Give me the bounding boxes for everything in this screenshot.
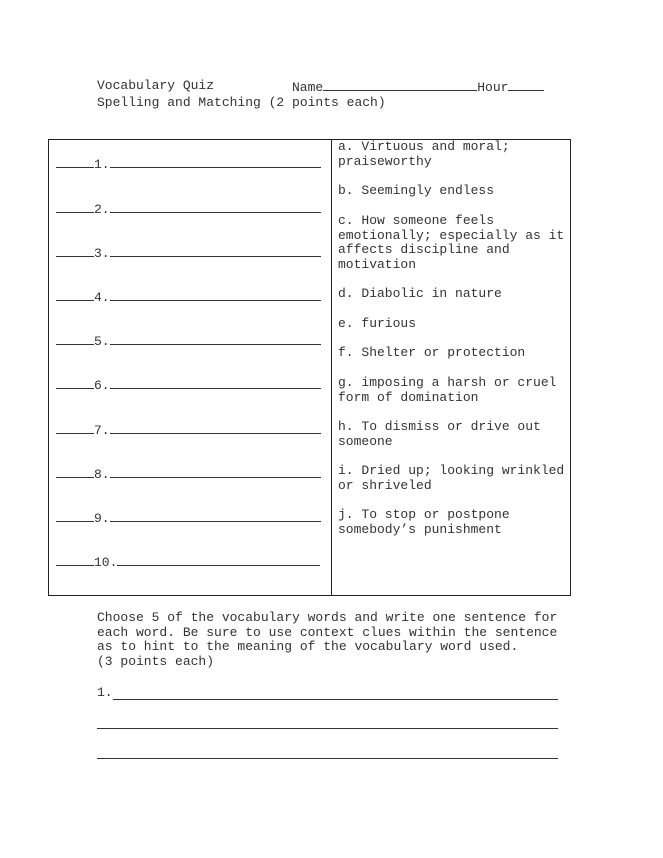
item-row-10[interactable]	[56, 553, 320, 568]
definition-a: a. Virtuous and moral; praiseworthy	[338, 139, 510, 169]
spelling-blank[interactable]	[110, 244, 321, 257]
spelling-blank[interactable]	[117, 553, 320, 566]
spelling-blank[interactable]	[110, 288, 321, 301]
match-blank[interactable]	[56, 244, 94, 257]
sentence-instructions	[97, 611, 562, 669]
item-number: 5.	[94, 334, 110, 349]
definition-i: i. Dried up; looking wrinkled or shriveled	[338, 463, 565, 493]
spelling-blank[interactable]	[110, 509, 321, 522]
spelling-blank[interactable]	[110, 200, 321, 213]
quiz-title	[97, 78, 214, 93]
hour-label: Hour	[477, 80, 509, 95]
item-number: 10.	[94, 555, 118, 570]
match-blank[interactable]	[56, 421, 94, 434]
definition-b: b. Seemingly endless	[338, 183, 495, 198]
item-row-3[interactable]	[56, 244, 321, 259]
name-blank[interactable]	[323, 78, 477, 91]
quiz-subtitle: Spelling and Matching (2 points each)	[97, 95, 386, 110]
item-number: 4.	[94, 290, 110, 305]
definition-d: d. Diabolic in nature	[338, 286, 502, 301]
hour-blank[interactable]	[508, 78, 544, 91]
item-row-4[interactable]	[56, 288, 321, 303]
match-blank[interactable]	[56, 200, 94, 213]
item-number: 6.	[94, 378, 110, 393]
match-blank[interactable]	[56, 332, 94, 345]
matching-table	[48, 139, 571, 596]
match-blank[interactable]	[56, 465, 94, 478]
definition-j: j. To stop or postpone somebody’s punishment	[338, 507, 510, 537]
sentence-line[interactable]	[97, 728, 558, 729]
item-row-8[interactable]	[56, 465, 321, 480]
sentence-number: 1.	[97, 685, 113, 700]
item-number: 7.	[94, 423, 110, 438]
definition-g: g. imposing a harsh or cruel form of domination	[338, 375, 557, 405]
title-text: Vocabulary Quiz	[97, 78, 215, 93]
item-number: 8.	[94, 467, 110, 482]
definition-f: f. Shelter or protection	[338, 345, 526, 360]
item-number: 3.	[94, 246, 110, 261]
item-row-1[interactable]	[56, 155, 321, 170]
name-label: Name	[292, 80, 324, 95]
definition-h: h. To dismiss or drive out someone	[338, 419, 541, 449]
spelling-blank[interactable]	[110, 155, 321, 168]
item-number: 9.	[94, 511, 110, 526]
item-row-5[interactable]	[56, 332, 321, 347]
definition-e: e. furious	[338, 316, 417, 331]
item-row-6[interactable]	[56, 376, 321, 391]
item-row-7[interactable]	[56, 421, 321, 436]
spelling-blank[interactable]	[110, 465, 321, 478]
name-field[interactable]	[292, 78, 544, 95]
item-number: 2.	[94, 202, 110, 217]
match-blank[interactable]	[56, 376, 94, 389]
item-row-9[interactable]	[56, 509, 321, 524]
definition-c: c. How someone feels emotionally; especially as it affects discipline and motivation	[338, 213, 565, 272]
match-blank[interactable]	[56, 155, 94, 168]
sentence-line[interactable]	[113, 699, 558, 700]
instructions-text: Choose 5 of the vocabulary words and write one sentence for each word. Be sure to use context clues within the sentence as to hint to the meaning of the vocabulary word used.	[97, 610, 558, 654]
spelling-blank[interactable]	[110, 332, 321, 345]
spelling-blank[interactable]	[110, 421, 321, 434]
sentence-line[interactable]	[97, 758, 558, 759]
match-blank[interactable]	[56, 553, 94, 566]
match-blank[interactable]	[56, 509, 94, 522]
instructions-points: (3 points each)	[97, 653, 215, 669]
match-blank[interactable]	[56, 288, 94, 301]
item-row-2[interactable]	[56, 200, 321, 215]
spelling-blank[interactable]	[110, 376, 321, 389]
item-number: 1.	[94, 157, 110, 172]
column-divider	[331, 140, 332, 595]
